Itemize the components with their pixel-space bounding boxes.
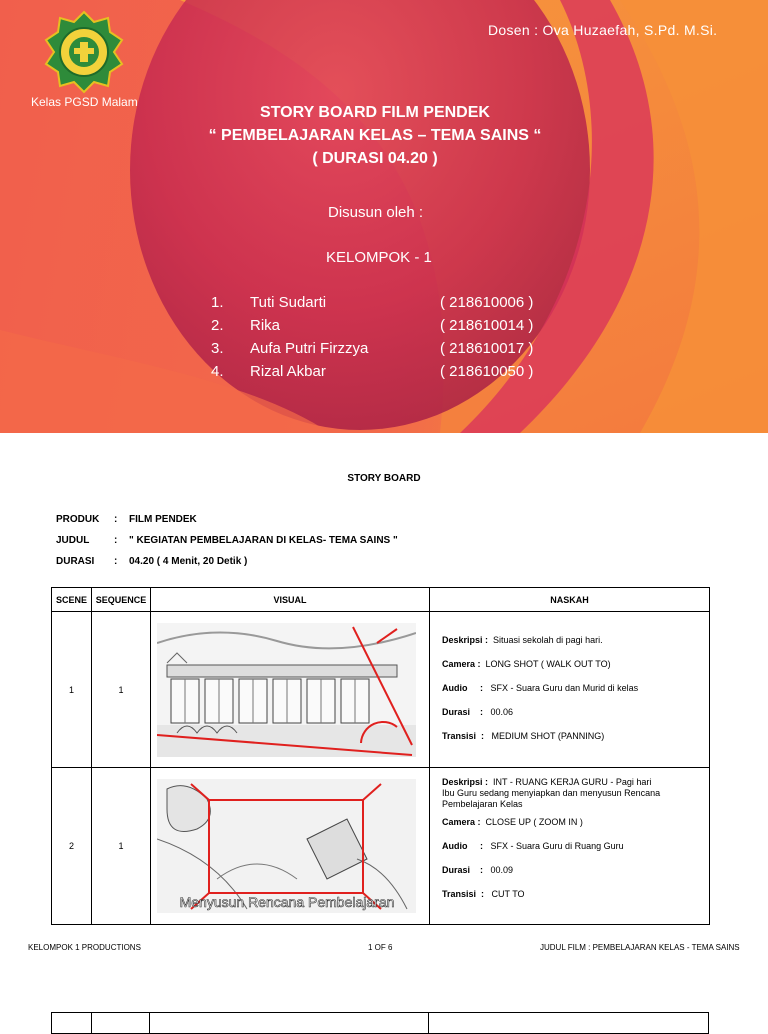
naskah-label: Durasi <box>442 865 471 875</box>
naskah-label: Camera <box>442 659 476 669</box>
teacher-sketch-image <box>157 779 416 913</box>
cover-title: STORY BOARD FILM PENDEK <box>260 104 490 121</box>
meta-value: 04.20 ( 4 Menit, 20 Detik ) <box>129 556 248 567</box>
class-label: Kelas PGSD Malam <box>31 95 138 109</box>
member-name: Aufa Putri Firzzya <box>250 340 369 357</box>
naskah-line-durasi: Durasi : 00.06 <box>442 707 514 717</box>
member-id: ( 218610006 ) <box>440 294 534 311</box>
lecturer-label: Dosen : Ova Huzaefah, S.Pd. M.Si. <box>488 22 718 38</box>
member-name: Rizal Akbar <box>250 363 326 380</box>
naskah-label: Camera <box>442 817 476 827</box>
naskah-line-transisi: Transisi : MEDIUM SHOT (PANNING) <box>442 731 605 741</box>
column-header-sequence: SEQUENCE <box>92 588 151 612</box>
naskah-line-deskripsi: Deskripsi : INT - RUANG KERJA GURU - Pagi hari <box>442 777 652 787</box>
compiled-by-label: Disusun oleh : <box>328 204 424 221</box>
naskah-value: INT - RUANG KERJA GURU - Pagi hari <box>493 777 652 787</box>
naskah-line-camera: Camera : LONG SHOT ( WALK OUT TO) <box>442 659 611 669</box>
naskah-value: LONG SHOT ( WALK OUT TO) <box>485 659 611 669</box>
member-number: 3. <box>211 340 224 357</box>
naskah-value: CLOSE UP ( ZOOM IN ) <box>485 817 583 827</box>
meta-value: " KEGIATAN PEMBELAJARAN DI KELAS- TEMA SAINS " <box>129 535 398 546</box>
meta-key: JUDUL <box>56 535 90 546</box>
naskah-desc-extra: Ibu Guru sedang menyiapkan dan menyusun Rencana <box>442 788 661 798</box>
meta-colon: : <box>114 535 118 546</box>
cover-subtitle: “ PEMBELAJARAN KELAS – TEMA SAINS “ <box>208 127 542 144</box>
sequence-cell: 1 <box>92 768 151 925</box>
university-logo <box>42 10 126 94</box>
group-label: KELOMPOK - 1 <box>326 249 432 266</box>
scene-cell: 1 <box>52 612 92 768</box>
naskah-label: Durasi <box>442 707 471 717</box>
visual-cell <box>151 768 430 925</box>
naskah-label: Deskripsi <box>442 777 483 787</box>
naskah-line-camera: Camera : CLOSE UP ( ZOOM IN ) <box>442 817 583 827</box>
naskah-desc-extra: Pembelajaran Kelas <box>442 799 523 809</box>
member-row <box>0 363 768 385</box>
naskah-label: Transisi <box>442 731 477 741</box>
footer-page-number: 1 OF 6 <box>368 943 393 952</box>
sequence-cell: 1 <box>92 612 151 768</box>
table-row <box>52 768 710 925</box>
naskah-line-audio: Audio : SFX - Suara Guru dan Murid di kelas <box>442 683 639 693</box>
image-caption: Menyusun Rencana Pembelajaran <box>179 894 395 910</box>
member-id: ( 218610050 ) <box>440 363 534 380</box>
storyboard-heading: STORY BOARD <box>347 473 421 484</box>
school-sketch-image <box>157 623 416 757</box>
column-header-naskah: NASKAH <box>430 588 710 612</box>
naskah-line-transisi: Transisi : CUT TO <box>442 889 525 899</box>
naskah-value: SFX - Suara Guru di Ruang Guru <box>490 841 624 851</box>
meta-colon: : <box>114 556 118 567</box>
column-header-scene: SCENE <box>52 588 92 612</box>
next-page-table-edge <box>51 1012 709 1034</box>
naskah-line-audio: Audio : SFX - Suara Guru di Ruang Guru <box>442 841 624 851</box>
member-row <box>0 317 768 339</box>
storyboard-table <box>51 587 710 925</box>
table-row <box>52 612 710 768</box>
naskah-line-durasi: Durasi : 00.09 <box>442 865 514 875</box>
member-name: Rika <box>250 317 281 334</box>
naskah-label: Audio <box>442 841 468 851</box>
visual-cell <box>151 612 430 768</box>
member-row <box>0 340 768 362</box>
member-row <box>0 294 768 316</box>
meta-value: FILM PENDEK <box>129 514 197 525</box>
naskah-label: Audio <box>442 683 468 693</box>
naskah-value: CUT TO <box>491 889 525 899</box>
naskah-value: Situasi sekolah di pagi hari. <box>493 635 603 645</box>
member-number: 4. <box>211 363 224 380</box>
member-name: Tuti Sudarti <box>250 294 327 311</box>
footer-left: KELOMPOK 1 PRODUCTIONS <box>28 943 141 952</box>
meta-colon: : <box>114 514 118 525</box>
naskah-label: Deskripsi <box>442 635 483 645</box>
cover-slide <box>0 0 768 433</box>
cover-duration: ( DURASI 04.20 ) <box>312 150 438 167</box>
naskah-value: SFX - Suara Guru dan Murid di kelas <box>490 683 639 693</box>
naskah-cell <box>430 612 710 768</box>
member-id: ( 218610014 ) <box>440 317 534 334</box>
member-number: 2. <box>211 317 224 334</box>
naskah-cell <box>430 768 710 925</box>
footer-right: JUDUL FILM : PEMBELAJARAN KELAS - TEMA SAINS <box>540 943 740 952</box>
member-number: 1. <box>211 294 224 311</box>
column-header-visual: VISUAL <box>151 588 430 612</box>
naskah-label: Transisi <box>442 889 477 899</box>
scene-cell: 2 <box>52 768 92 925</box>
table-header-row <box>52 588 710 612</box>
naskah-value: 00.06 <box>490 707 514 717</box>
member-id: ( 218610017 ) <box>440 340 534 357</box>
meta-key: PRODUK <box>56 514 100 525</box>
meta-key: DURASI <box>56 556 95 567</box>
naskah-value: MEDIUM SHOT (PANNING) <box>491 731 605 741</box>
naskah-line-deskripsi: Deskripsi : Situasi sekolah di pagi hari. <box>442 635 603 645</box>
naskah-value: 00.09 <box>490 865 514 875</box>
